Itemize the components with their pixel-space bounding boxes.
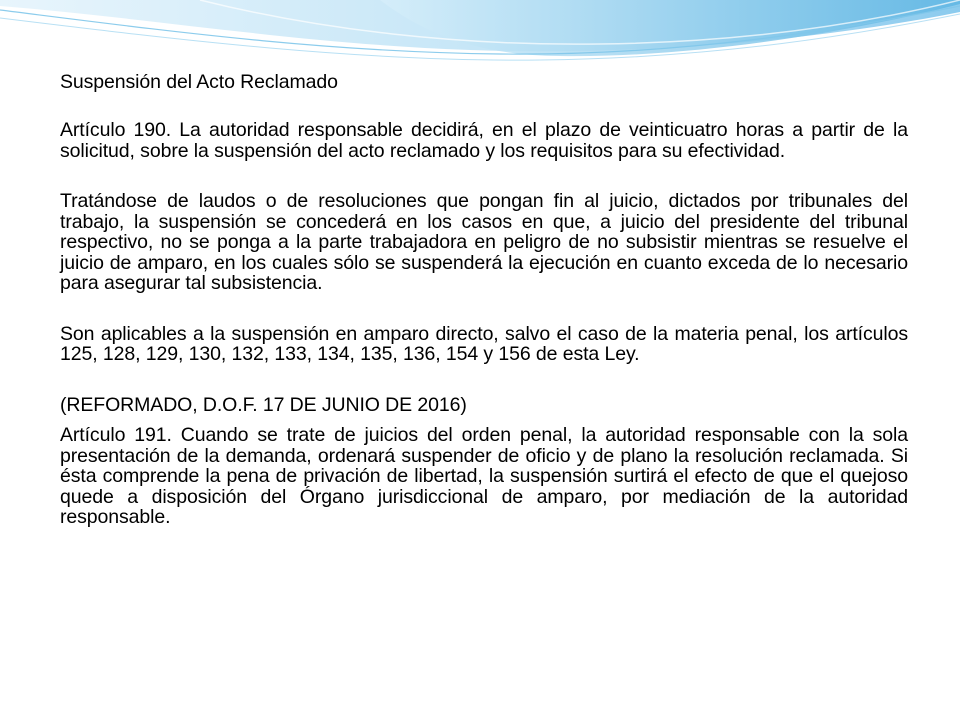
header-wave-decoration — [0, 0, 960, 80]
paragraph-laudos: Tratándose de laudos o de resoluciones que pongan fin al juicio, dictados por tribunales del trabajo, la suspensión se concederá en los casos en que, a juicio del presidente del tribunal respectivo, no se ponga a la parte trabajadora en peligro de no subsistir mientras se resuelve el juicio de amparo, en los cuales sólo se suspenderá la ejecución en cuanto exceda de lo necesario para asegurar tal subsistencia. — [60, 190, 908, 295]
document-body — [60, 72, 908, 528]
paragraph-aplicables: Son aplicables a la suspensión en amparo directo, salvo el caso de la materia penal, los artículos 125, 128, 129, 130, 132, 133, 134, 135, 136, 154 y 156 de esta Ley. — [60, 322, 908, 366]
paragraph-article-191: Artículo 191. Cuando se trate de juicios del orden penal, la autoridad responsable con la sola presentación de la demanda, ordenará suspender de oficio y de plano la resolución reclamada. Si ésta comprende la pena de privación de libertad, la suspensión surtirá el efecto de que el quejoso quede a disposición del Órgano jurisdiccional de amparo, por mediación de la autoridad responsable. — [60, 424, 908, 529]
paragraph-article-190: Artículo 190. La autoridad responsable decidirá, en el plazo de veinticuatro horas a partir de la solicitud, sobre la suspensión del acto reclamado y los requisitos para su efectividad. — [60, 119, 908, 162]
reform-note: (REFORMADO, D.O.F. 17 DE JUNIO DE 2016) — [60, 393, 467, 416]
document-title: Suspensión del Acto Reclamado — [60, 71, 338, 93]
